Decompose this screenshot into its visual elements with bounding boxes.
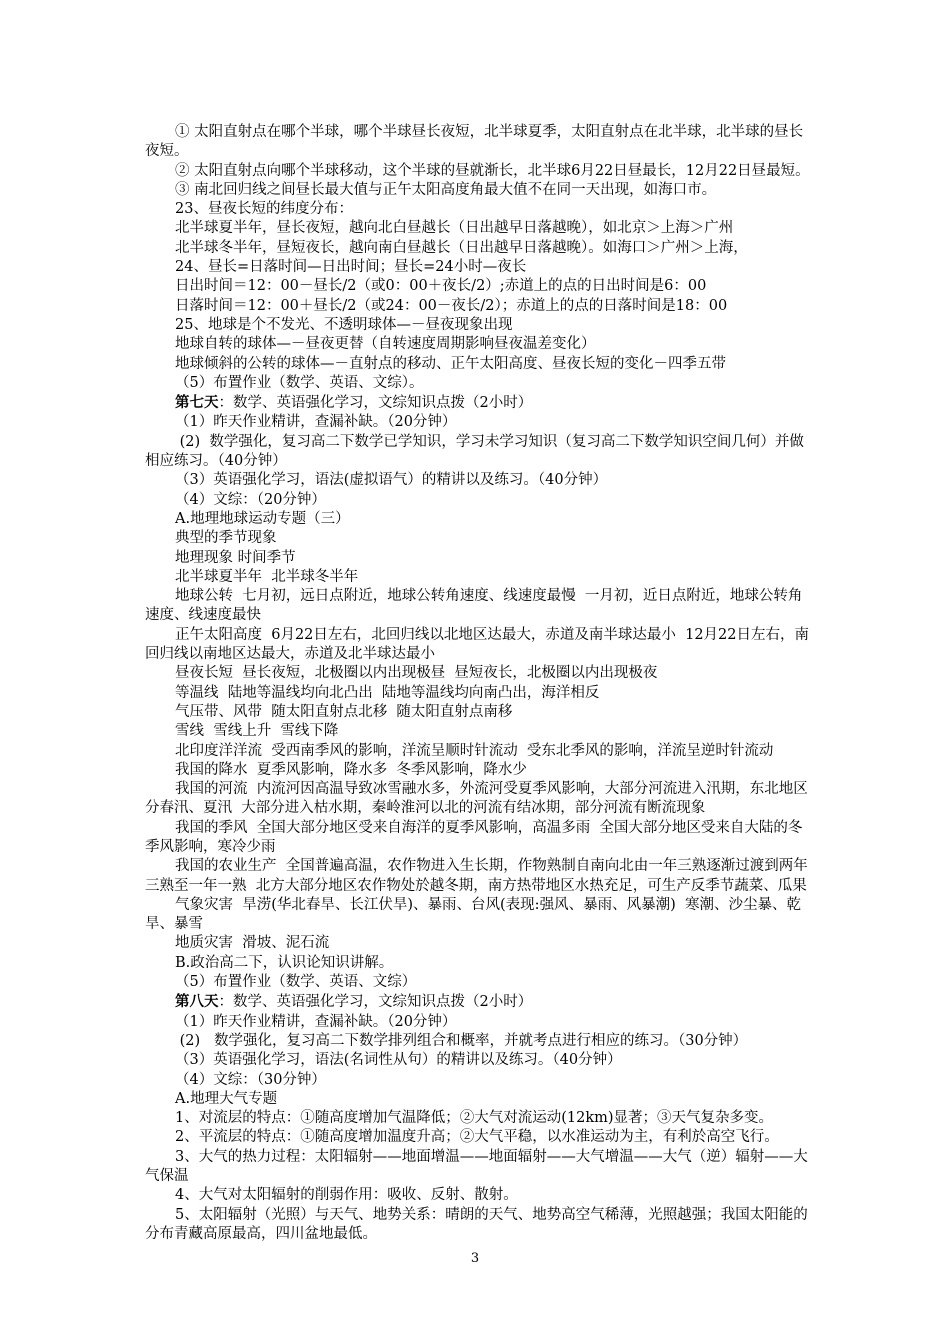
paragraph-text: 地球自转的球体—－昼夜更替（自转速度周期影响昼夜温差变化） xyxy=(175,336,596,353)
paragraph xyxy=(145,954,810,973)
paragraph-text: 地质灾害 滑坡、泥石流 xyxy=(175,935,330,952)
paragraph-text: （3）英语强化学习，语法(名词性从句）的精讲以及练习。（40分钟） xyxy=(175,1052,622,1069)
paragraph-text: （1）昨天作业精讲，查漏补缺。（20分钟） xyxy=(175,1013,457,1030)
paragraph-text: 典型的季节现象 xyxy=(175,530,277,547)
paragraph-text: （5）布置作业（数学、英语、文综） xyxy=(175,974,417,991)
paragraph xyxy=(145,335,810,354)
paragraph-text: （3）英语强化学习，语法(虚拟语气）的精讲以及练习。（40分钟） xyxy=(175,472,608,489)
paragraph xyxy=(145,1090,810,1109)
paragraph xyxy=(145,1109,810,1128)
paragraph xyxy=(145,780,810,819)
paragraph-text: 北半球夏半年 北半球冬半年 xyxy=(175,568,359,585)
paragraph xyxy=(145,162,810,181)
paragraph xyxy=(145,393,810,413)
paragraph xyxy=(145,1148,810,1187)
paragraph-text: 3、大气的热力过程：太阳辐射——地面增温——地面辐射——大气增温——大气（逆）辐射——大气保温 xyxy=(145,1148,808,1185)
paragraph-text: A.地理大气专题 xyxy=(175,1090,278,1107)
paragraph-text: B.政治高二下，认识论知识讲解。 xyxy=(175,954,394,971)
paragraph-text: 北印度洋洋流 受西南季风的影响，洋流呈顺时针流动 受东北季风的影响，洋流呈逆时针流动 xyxy=(175,742,774,759)
paragraph-text: 我国的河流 内流河因高温导致冰雪融水多，外流河受夏季风影响，大部分河流进入汛期，东北地区分春汛、夏汛 大部分进入枯水期，秦岭淮河以北的河流有结冰期，部分河流有断流现象 xyxy=(145,781,808,817)
paragraph-text: ① 太阳直射点在哪个半球，哪个半球昼长夜短，北半球夏季，太阳直射点在北半球，北半球的昼长夜短。 xyxy=(145,124,804,160)
paragraph-text: 北半球冬半年，昼短夜长，越向南白昼越长（日出越早日落越晚）。如海口＞广州＞上海， xyxy=(175,239,748,256)
paragraph xyxy=(145,1186,810,1205)
paragraph-text: (2) 数学强化，复习高二下数学排列组合和概率，并就考点进行相应的练习。（30分钟） xyxy=(175,1032,748,1049)
paragraph xyxy=(145,1128,810,1147)
paragraph xyxy=(145,510,810,529)
paragraph xyxy=(145,1071,810,1090)
paragraph-text: 地球倾斜的公转的球体—－直射点的移动、正午太阳高度、昼夜长短的变化－四季五带 xyxy=(175,355,726,372)
paragraph xyxy=(145,992,810,1012)
paragraph-text: 地球公转 七月初，远日点附近，地球公转角速度、线速度最慢 一月初，近日点附近，地球公转角速度、线速度最快 xyxy=(145,588,803,624)
paragraph xyxy=(145,549,810,568)
paragraph xyxy=(145,355,810,374)
paragraph xyxy=(145,316,810,335)
paragraph-text: 我国的季风 全国大部分地区受来自海洋的夏季风影响，高温多雨 全国大部分地区受来自大陆的冬季风影响，寒冷少雨 xyxy=(145,819,803,855)
paragraph xyxy=(145,277,810,296)
paragraph-text: 我国的农业生产 全国普遍高温，农作物进入生长期，作物熟制自南向北由一年三熟逐渐过渡到两年三熟至一年一熟 北方大部分地区农作物处於越冬期，南方热带地区水热充足，可生产反季节蔬菜、瓜果 xyxy=(145,858,808,894)
paragraph-text: ③ 南北回归线之间昼长最大值与正午太阳高度角最大值不在同一天出现，如海口市。 xyxy=(175,181,717,198)
paragraph-text: （5）布置作业（数学、英语、文综）。 xyxy=(175,374,424,391)
paragraph-text: 1、对流层的特点：①随高度增加气温降低；②大气对流运动(12km)显著；③天气复杂多变。 xyxy=(175,1110,774,1127)
paragraph xyxy=(145,973,810,992)
paragraph xyxy=(145,934,810,953)
paragraph-text: 4、大气对太阳辐射的削弱作用：吸收、反射、散射。 xyxy=(175,1187,518,1204)
page-number: 3 xyxy=(470,1251,480,1266)
paragraph xyxy=(145,703,810,722)
paragraph-text: （4）文综：（30分钟） xyxy=(175,1071,326,1088)
paragraph xyxy=(145,761,810,780)
paragraph-text: 23、昼夜长短的纬度分布： xyxy=(175,201,353,218)
paragraph-text: 正午太阳高度 6月22日左右，北回归线以北地区达最大，赤道及南半球达最小 12月22日左右，南回归线以南地区达最大，赤道及北半球达最小 xyxy=(145,626,810,663)
paragraph-heading: 第八天 xyxy=(175,993,219,1011)
paragraph-text: 地理现象 时间季节 xyxy=(175,549,296,566)
paragraph-text: 气压带、风带 随太阳直射点北移 随太阳直射点南移 xyxy=(175,703,513,720)
paragraph-text: 等温线 陆地等温线均向北凸出 陆地等温线均向南凸出，海洋相反 xyxy=(175,684,600,701)
page-content xyxy=(145,123,810,1244)
paragraph xyxy=(145,491,810,510)
paragraph xyxy=(145,123,810,162)
paragraph-text: ② 太阳直射点向哪个半球移动，这个半球的昼就渐长，北半球6月22日昼最长，12月22日昼最短。 xyxy=(175,162,810,179)
paragraph xyxy=(145,819,810,858)
paragraph xyxy=(145,664,810,683)
paragraph-text: 雪线 雪线上升 雪线下降 xyxy=(175,723,339,740)
paragraph xyxy=(145,857,810,896)
paragraph-text: （1）昨天作业精讲，查漏补缺。（20分钟） xyxy=(175,414,457,431)
paragraph-text: ：数学、英语强化学习，文综知识点拨（2小时） xyxy=(218,994,533,1011)
paragraph-text: 24、昼长=日落时间—日出时间；昼长=24小时—夜长 xyxy=(175,259,527,276)
paragraph xyxy=(145,742,810,761)
paragraph xyxy=(145,587,810,626)
paragraph xyxy=(145,626,810,665)
paragraph xyxy=(145,529,810,548)
paragraph xyxy=(145,219,810,238)
paragraph xyxy=(145,471,810,490)
paragraph-text: （4）文综：（20分钟） xyxy=(175,491,326,508)
paragraph-text: A.地理地球运动专题（三） xyxy=(175,510,350,527)
paragraph xyxy=(145,433,810,472)
paragraph xyxy=(145,200,810,219)
paragraph xyxy=(145,896,810,935)
paragraph xyxy=(145,1013,810,1032)
paragraph xyxy=(145,1051,810,1070)
paragraph xyxy=(145,684,810,703)
paragraph-text: 日落时间＝12：00＋昼长/2（或24：00－夜长/2）；赤道上的点的日落时间是18：00 xyxy=(175,297,728,314)
paragraph-text: 气象灾害 旱涝(华北春旱、长江伏旱)、暴雨、台风(表现:强风、暴雨、风暴潮) 寒潮、沙尘暴、乾旱、暴雪 xyxy=(145,896,801,933)
paragraph xyxy=(145,239,810,258)
paragraph-heading: 第七天 xyxy=(175,394,219,412)
paragraph-text: 2、平流层的特点：①随高度增加温度升高；②大气平稳，以水准运动为主，有利於高空飞行。 xyxy=(175,1129,779,1146)
paragraph-text: 北半球夏半年，昼长夜短，越向北白昼越长（日出越早日落越晚），如北京＞上海＞广州 xyxy=(175,220,734,237)
paragraph xyxy=(145,297,810,316)
paragraph-text: (2) 数学强化，复习高二下数学已学知识，学习未学习知识（复习高二下数学知识空间几何）并做相应练习。（40分钟） xyxy=(145,433,804,470)
paragraph-text: 昼夜长短 昼长夜短，北极圈以内出现极昼 昼短夜长，北极圈以内出现极夜 xyxy=(175,665,658,682)
paragraph-text: 我国的降水 夏季风影响，降水多 冬季风影响，降水少 xyxy=(175,761,527,778)
paragraph-text: 25、地球是个不发光、不透明球体—－昼夜现象出现 xyxy=(175,316,513,333)
paragraph xyxy=(145,181,810,200)
paragraph-text: 5、太阳辐射（光照）与天气、地势关系：晴朗的天气、地势高空气稀薄，光照越强；我国太阳能的分布青藏高原最高，四川盆地最低。 xyxy=(145,1206,808,1242)
paragraph xyxy=(145,1032,810,1051)
paragraph xyxy=(145,374,810,393)
paragraph xyxy=(145,1206,810,1245)
paragraph-text: ：数学、英语强化学习，文综知识点拨（2小时） xyxy=(218,395,533,412)
paragraph xyxy=(145,413,810,432)
paragraph xyxy=(145,258,810,277)
paragraph xyxy=(145,568,810,587)
paragraph-text: 日出时间＝12：00－昼长/2（或0：00＋夜长/2）;赤道上的点的日出时间是6：00 xyxy=(175,278,707,295)
paragraph xyxy=(145,722,810,741)
